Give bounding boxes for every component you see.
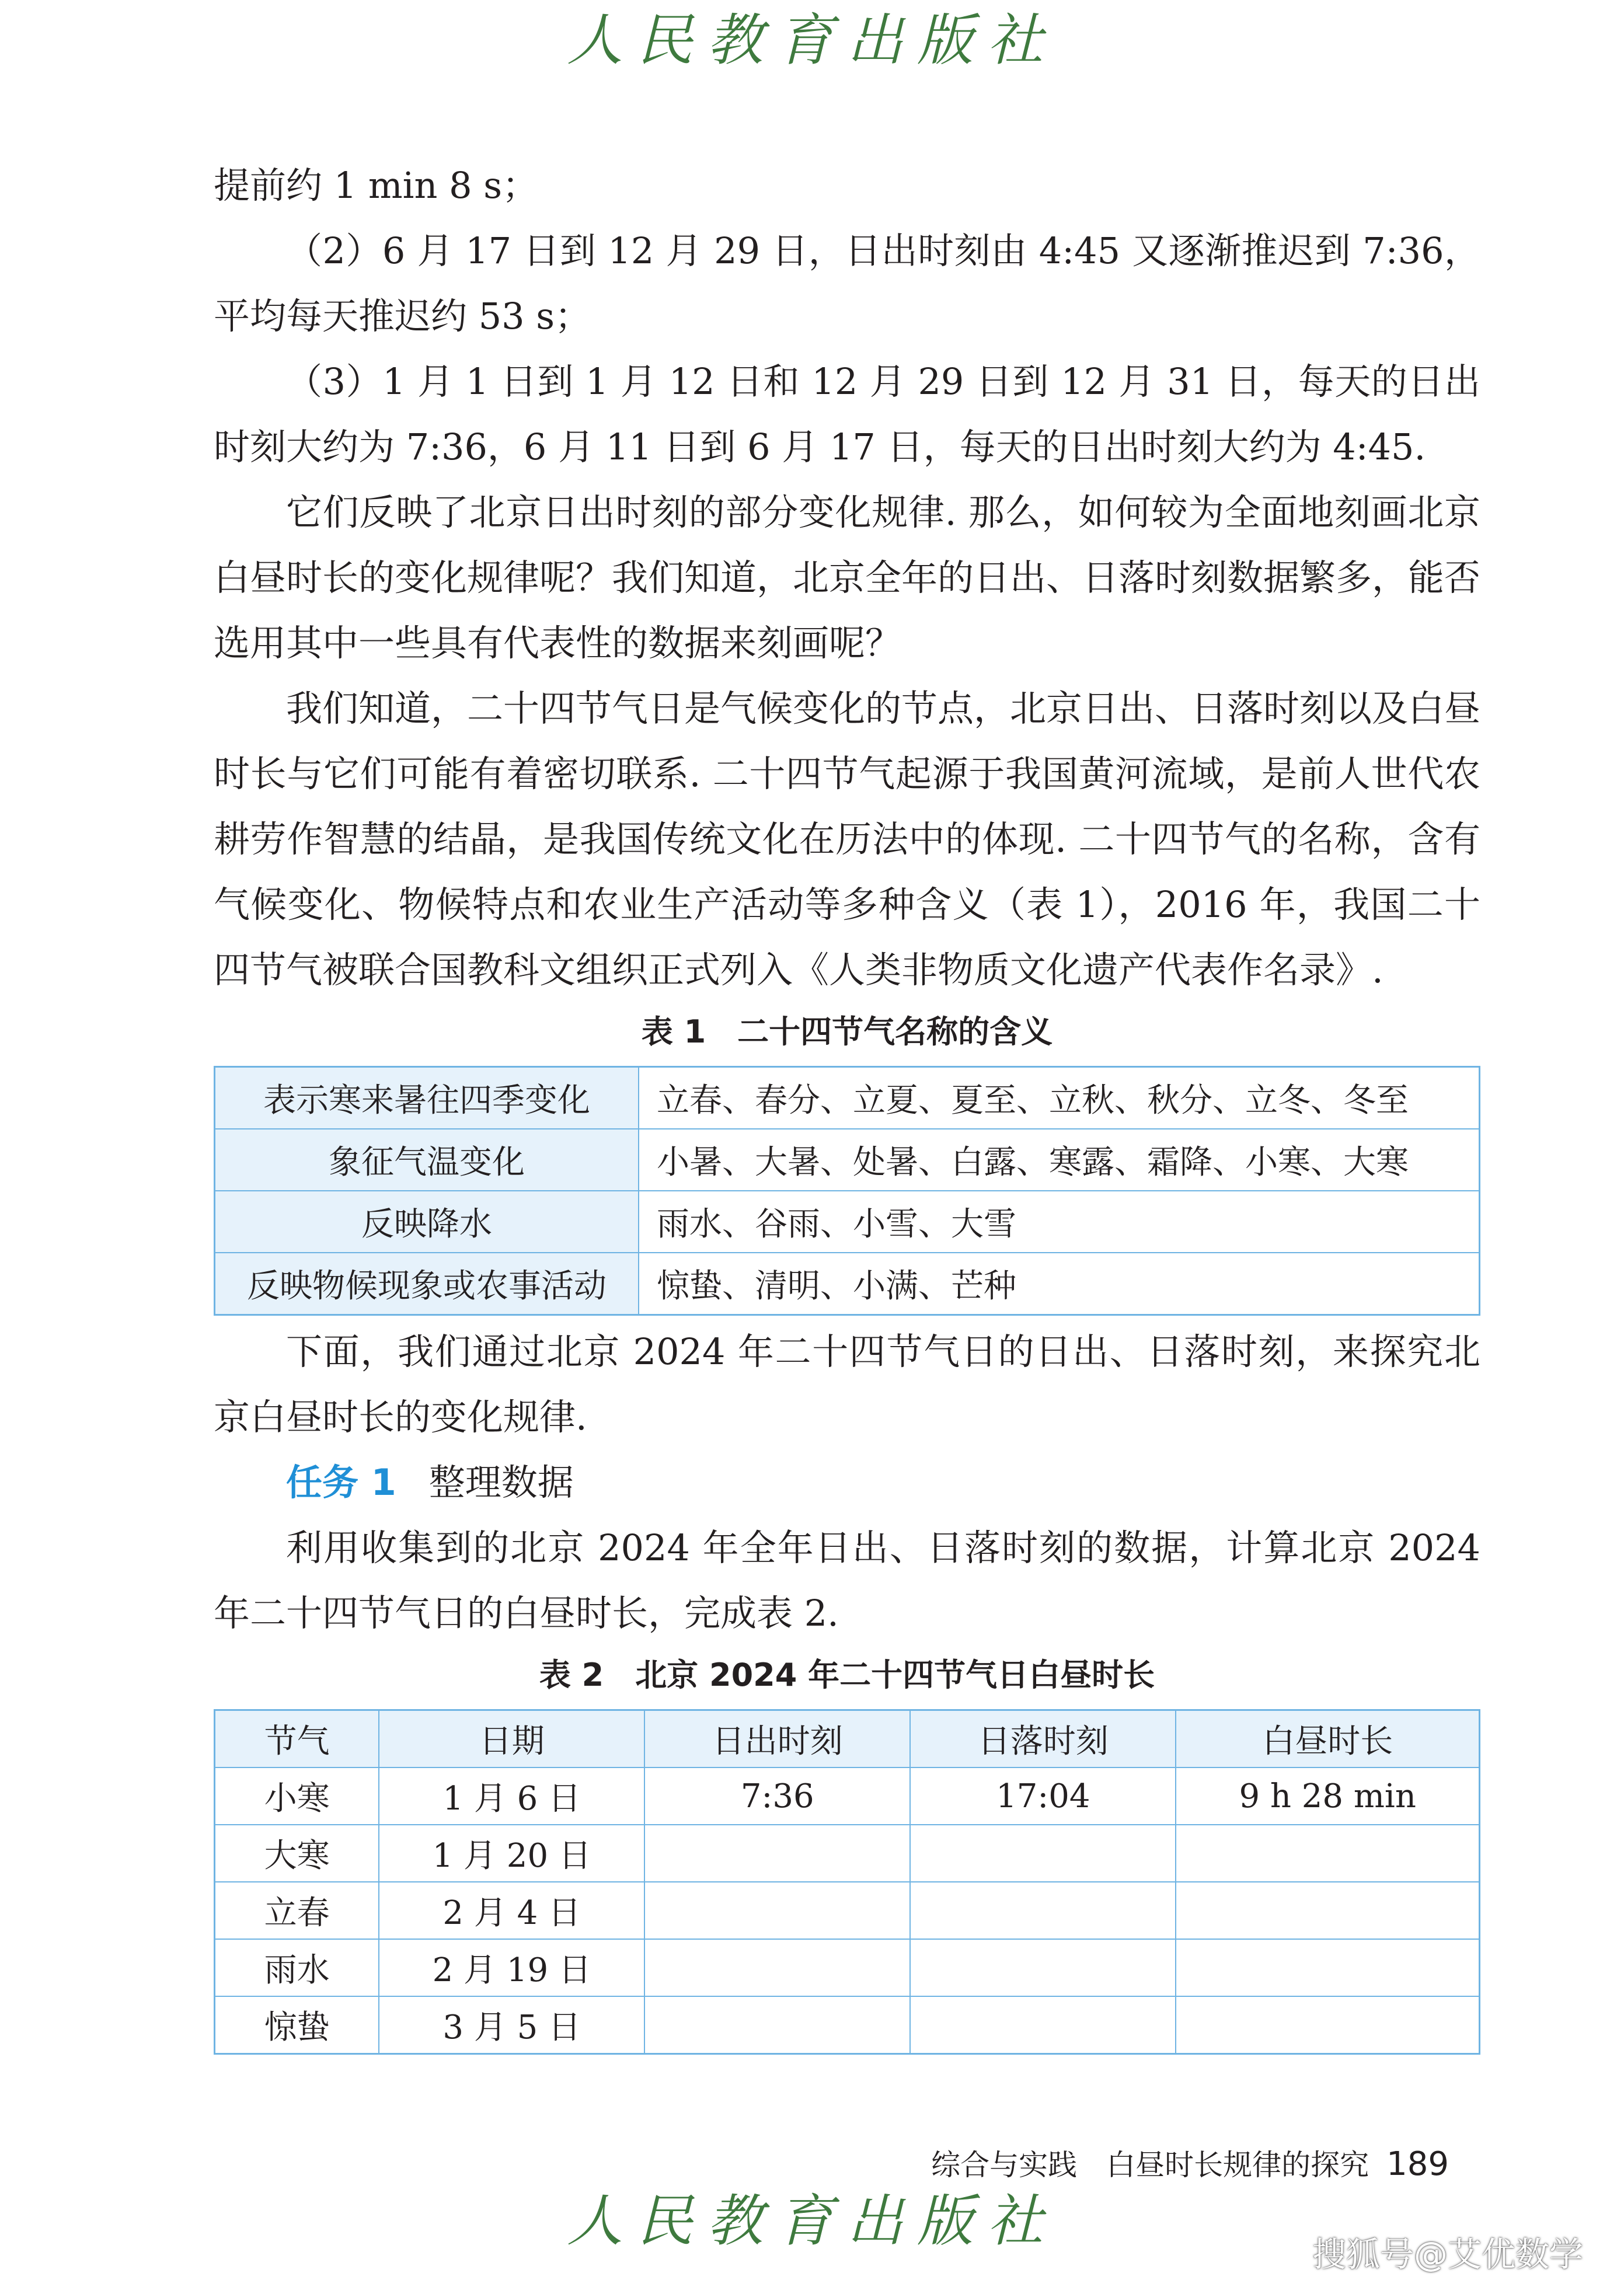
table-cell: [1176, 1996, 1479, 2054]
page-number: 189: [1386, 2145, 1449, 2183]
paragraph: 我们知道，二十四节气日是气候变化的节点，北京日出、日落时刻以及白昼时长与它们可能有着密切联系. 二十四节气起源于我国黄河流域，是前人世代农耕劳作智慧的结晶，是我国传统文化在历法中的体现. 二十四节气的名称，含有气候变化、物候特点和农业生产活动等多种含义（表 1），2016 年，我国二十四节气被联合国教科文组织正式列入《人类非物质文化遗产代表作名录》.: [214, 687, 1481, 991]
table-cell: 雨水、谷雨、小雪、大雪: [639, 1191, 1480, 1253]
table-row: [215, 1939, 1480, 1996]
table-cell: 立春: [215, 1882, 379, 1939]
main-text: [214, 153, 1480, 2055]
table-cell: 表示寒来暑往四季变化: [215, 1067, 639, 1129]
task-label: 任务 1: [286, 1461, 396, 1504]
footer-section-title: 综合与实践 白昼时长规律的探究: [931, 2148, 1369, 2182]
table1-caption: 表 1 二十四节气名称的含义: [641, 1013, 1053, 1050]
table-cell: 17:04: [910, 1767, 1176, 1825]
watermark: 搜狐号@艾优数学: [1312, 2234, 1583, 2274]
publisher-logo-top: 人民教育出版社: [567, 8, 1057, 73]
table-cell: 反映物候现象或农事活动: [215, 1253, 639, 1315]
table-cell: [910, 1996, 1176, 2054]
table2: [214, 1709, 1480, 2055]
table-cell: 7:36: [644, 1767, 910, 1825]
table-cell: 2 月 4 日: [379, 1882, 644, 1939]
table-cell: [1176, 1882, 1479, 1939]
table-cell: [644, 1825, 910, 1882]
table-cell: 小寒: [215, 1767, 379, 1825]
table-cell: 1 月 6 日: [379, 1767, 644, 1825]
table-cell: [910, 1939, 1176, 1996]
paragraph: 提前约 1 min 8 s；: [214, 164, 539, 207]
table-cell: 小暑、大暑、处暑、白露、寒露、霜降、小寒、大寒: [639, 1129, 1480, 1191]
task-title: 整理数据: [428, 1461, 574, 1504]
column-header: 日落时刻: [910, 1710, 1176, 1768]
column-header: 日出时刻: [644, 1710, 910, 1768]
column-header: 白昼时长: [1176, 1710, 1479, 1768]
table-row: [215, 1996, 1480, 2054]
table-row: [215, 1067, 1480, 1129]
paragraph: （2）6 月 17 日到 12 月 29 日，日出时刻由 4:45 又逐渐推迟到 7:36，平均每天推迟约 53 s；: [214, 229, 1480, 337]
table-cell: [644, 1939, 910, 1996]
paragraph: 它们反映了北京日出时刻的部分变化规律. 那么，如何较为全面地刻画北京白昼时长的变化规律呢？我们知道，北京全年的日出、日落时刻数据繁多，能否选用其中一些具有代表性的数据来刻画呢？: [214, 491, 1481, 664]
table-row: [215, 1767, 1480, 1825]
table-cell: [1176, 1825, 1479, 1882]
table-row: [215, 1129, 1480, 1191]
table-row: [215, 1191, 1480, 1253]
column-header: 日期: [379, 1710, 644, 1768]
table-cell: [910, 1882, 1176, 1939]
publisher-logo-bottom: 人民教育出版社: [567, 2188, 1057, 2254]
table2-caption: 表 2 北京 2024 年二十四节气日白昼时长: [539, 1657, 1155, 1693]
paragraph: （3）1 月 1 日到 1 月 12 日和 12 月 29 日到 12 月 31 日，每天的日出时刻大约为 7:36，6 月 11 日到 6 月 17 日，每天的日出时刻大约为 4:45.: [214, 360, 1480, 468]
table-cell: 惊蛰、清明、小满、芒种: [639, 1253, 1480, 1315]
table-cell: 象征气温变化: [215, 1129, 639, 1191]
table-cell: 雨水: [215, 1939, 379, 1996]
table-cell: 9 h 28 min: [1176, 1767, 1479, 1825]
table1: [214, 1066, 1480, 1316]
table-row: [215, 1253, 1480, 1315]
table-cell: 3 月 5 日: [379, 1996, 644, 2054]
table-cell: 2 月 19 日: [379, 1939, 644, 1996]
table-cell: [1176, 1939, 1479, 1996]
table-cell: [644, 1996, 910, 2054]
table-cell: 惊蛰: [215, 1996, 379, 2054]
table-cell: 立春、春分、立夏、夏至、立秋、秋分、立冬、冬至: [639, 1067, 1480, 1129]
table-cell: 1 月 20 日: [379, 1825, 644, 1882]
table-cell: 大寒: [215, 1825, 379, 1882]
table-header-row: [215, 1710, 1480, 1768]
column-header: 节气: [215, 1710, 379, 1768]
table-cell: [910, 1825, 1176, 1882]
table-row: [215, 1825, 1480, 1882]
table-cell: [644, 1882, 910, 1939]
paragraph: 利用收集到的北京 2024 年全年日出、日落时刻的数据，计算北京 2024 年二十四节气日的白昼时长，完成表 2.: [214, 1526, 1480, 1634]
table-row: [215, 1882, 1480, 1939]
table-cell: 反映降水: [215, 1191, 639, 1253]
task-heading: [214, 1450, 1480, 1515]
paragraph: 下面，我们通过北京 2024 年二十四节气日的日出、日落时刻，来探究北京白昼时长的变化规律.: [214, 1330, 1480, 1438]
page-footer: [931, 2141, 1449, 2188]
